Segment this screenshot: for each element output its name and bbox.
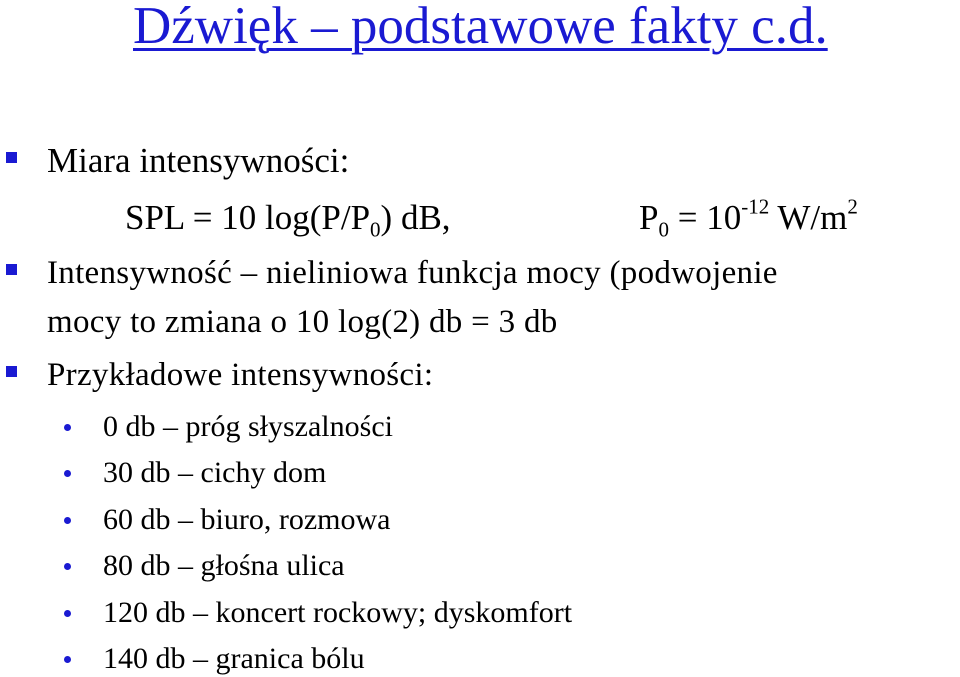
dot-bullet-icon — [64, 563, 71, 570]
ref-p: P — [639, 198, 659, 237]
formula-lhs: SPL = 10 log(P/P — [125, 198, 371, 237]
formula-sub: 0 — [370, 217, 381, 242]
dot-bullet-icon — [64, 656, 71, 663]
square-bullet-icon — [6, 366, 17, 377]
dot-bullet-icon — [64, 470, 71, 477]
square-bullet-icon — [6, 152, 17, 163]
example-item: 80 db – głośna ulica — [103, 549, 345, 582]
ref-eq: = 10 — [677, 198, 742, 237]
formula-rhs: ) dB, — [380, 198, 451, 237]
ref-unit: W/m — [777, 198, 848, 237]
reference-pressure — [639, 194, 858, 242]
ref-unit-exp: 2 — [847, 194, 858, 219]
slide-title: Dźwięk – podstawowe fakty c.d. — [133, 0, 828, 55]
example-item: 30 db – cichy dom — [103, 456, 327, 489]
spl-formula — [125, 198, 451, 242]
square-bullet-icon — [6, 264, 17, 275]
example-item: 0 db – próg słyszalności — [103, 410, 393, 443]
example-item: 140 db – granica bólu — [103, 642, 365, 675]
ref-p-sub: 0 — [658, 217, 669, 242]
dot-bullet-icon — [64, 424, 71, 431]
example-item: 120 db – koncert rockowy; dyskomfort — [103, 596, 573, 629]
measure-label: Miara intensywności: — [47, 141, 350, 180]
example-item: 60 db – biuro, rozmowa — [103, 503, 391, 536]
dot-bullet-icon — [64, 610, 71, 617]
ref-exp: -12 — [741, 194, 770, 219]
dot-bullet-icon — [64, 517, 71, 524]
nonlinear-line-2: mocy to zmiana o 10 log(2) db = 3 db — [47, 304, 558, 340]
examples-label: Przykładowe intensywności: — [47, 357, 434, 393]
nonlinear-line-1: Intensywność – nieliniowa funkcja mocy (podwojenie — [47, 255, 778, 291]
